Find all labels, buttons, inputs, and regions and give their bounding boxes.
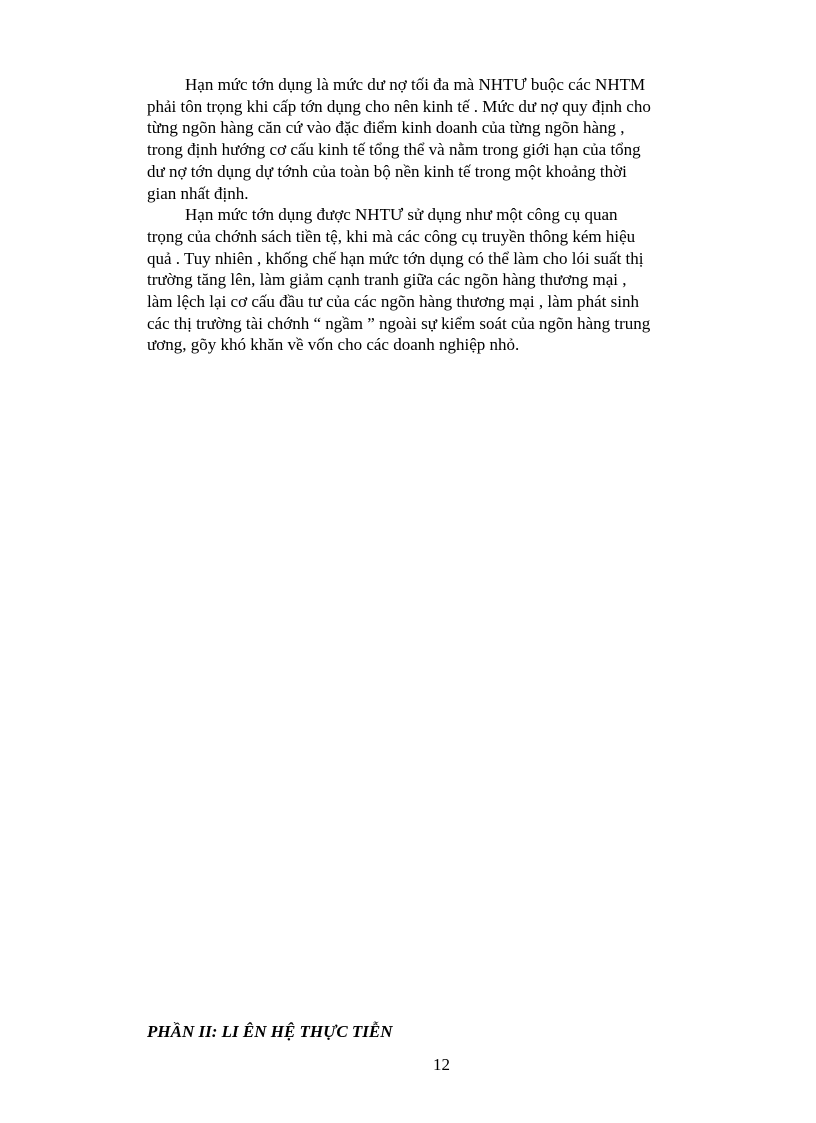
text-line: trọng của chớnh sách tiền tệ, khi mà các công cụ truyền thông kém hiệu bbox=[147, 226, 636, 246]
text-line: làm lệch lại cơ cấu đầu tư của các ngõn hàng thương mại , làm phát sinh bbox=[147, 292, 639, 312]
text-line: Hạn mức tớn dụng là mức dư nợ tối đa mà NHTƯ buộc các NHTM bbox=[185, 75, 646, 94]
text-line: ương, gõy khó khăn về vốn cho các doanh nghiệp nhỏ. bbox=[147, 335, 520, 355]
text-line: trường tăng lên, làm giảm cạnh tranh giữa các ngõn hàng thương mại , bbox=[147, 270, 627, 290]
text-line: trong định hướng cơ cấu kinh tế tổng thể và nằm trong giới hạn của tổng bbox=[147, 140, 641, 160]
text-line: Hạn mức tớn dụng được NHTƯ sử dụng như một công cụ quan bbox=[185, 205, 618, 225]
text-line: phải tôn trọng khi cấp tớn dụng cho nên kinh tế . Mức dư nợ quy định cho bbox=[147, 96, 651, 116]
text-line: từng ngõn hàng căn cứ vào đặc điểm kinh doanh của từng ngõn hàng , bbox=[147, 118, 625, 138]
text-line: các thị trường tài chớnh “ ngầm ” ngoài sự kiểm soát của ngõn hàng trung bbox=[147, 313, 651, 333]
body-text bbox=[147, 74, 727, 356]
text-line: quả . Tuy nhiên , khống chế hạn mức tớn dụng có thể làm cho lói suất thị bbox=[147, 248, 644, 268]
paragraph-credit-limit-definition bbox=[147, 74, 727, 204]
text-line: gian nhất định. bbox=[147, 183, 249, 203]
section-heading: PHẦN II: LI ÊN HỆ THỰC TIỄN bbox=[147, 1022, 393, 1041]
text-line: dư nợ tớn dụng dự tớnh của toàn bộ nền kinh tế trong một khoảng thời bbox=[147, 161, 627, 181]
page-number: 12 bbox=[433, 1055, 450, 1074]
paragraph-credit-limit-usage bbox=[147, 204, 727, 356]
